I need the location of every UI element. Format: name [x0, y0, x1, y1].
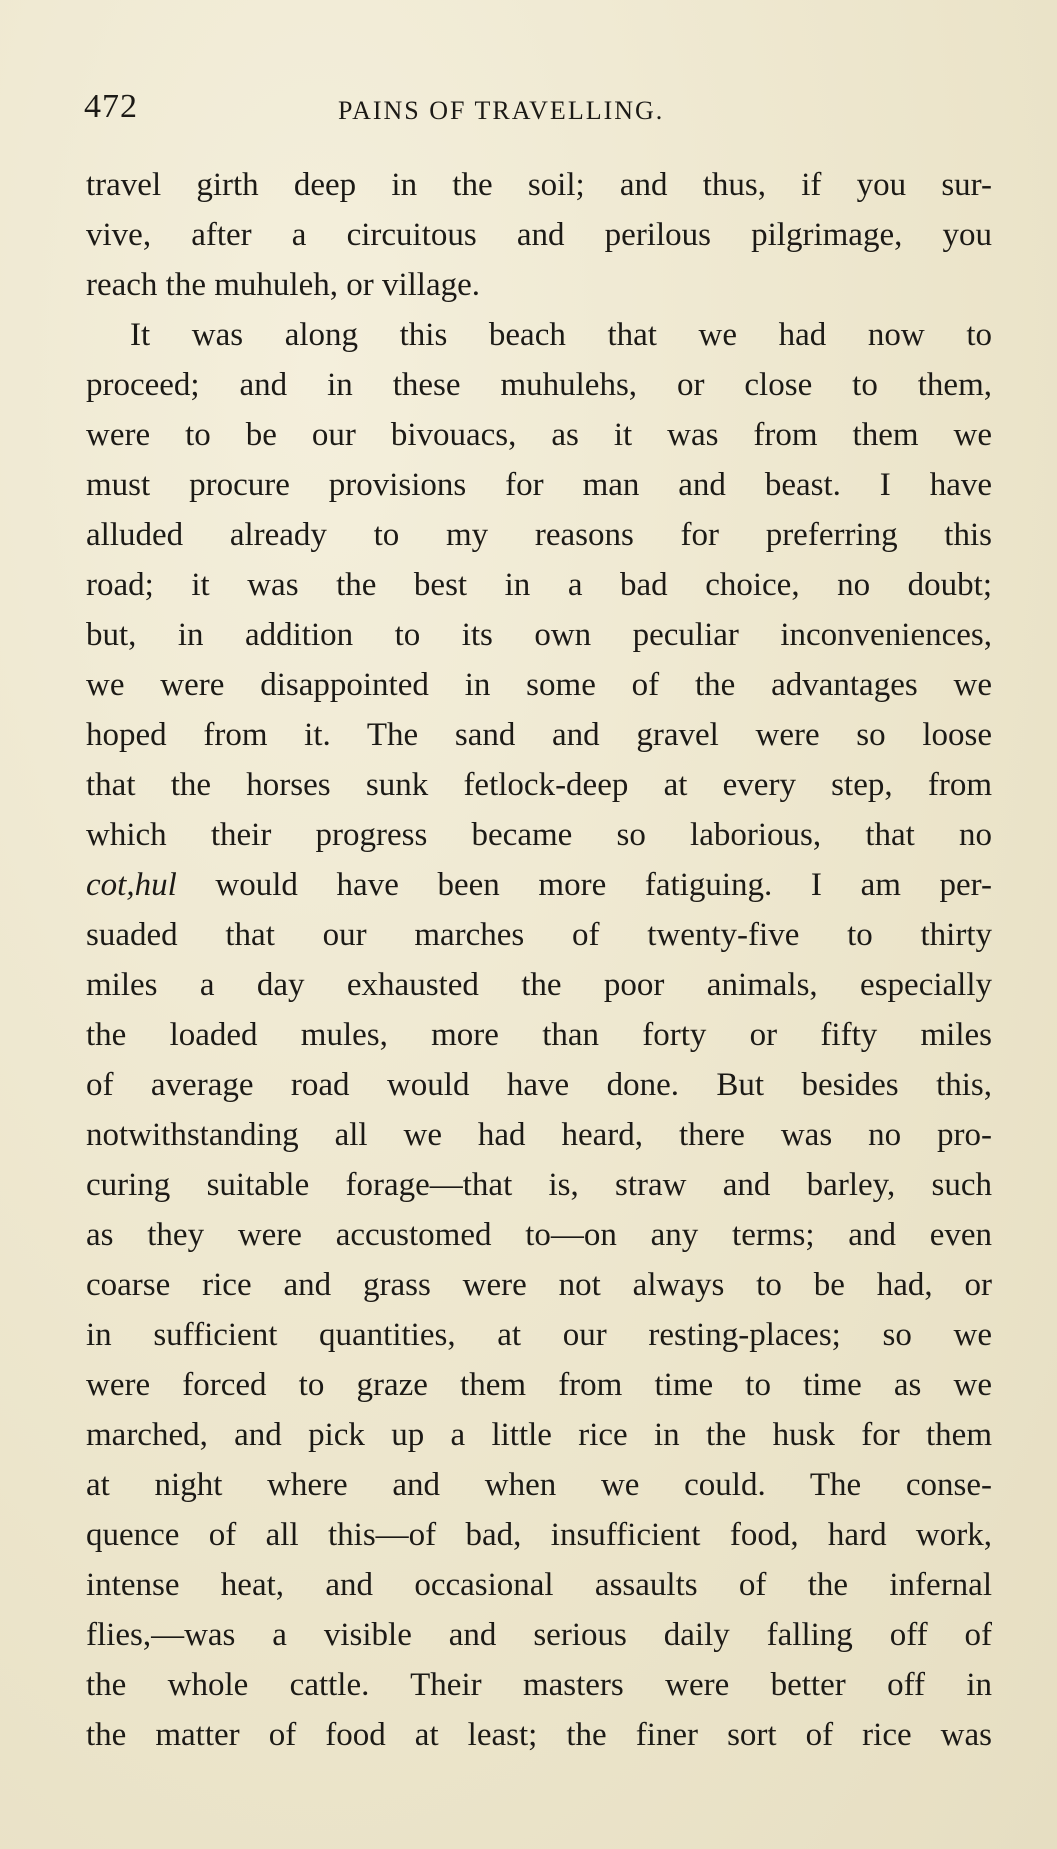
text-line: the loaded mules, more than forty or fifty miles [86, 1017, 992, 1053]
page-header [84, 88, 984, 136]
text-line: curing suitable forage—that is, straw and barley, such [86, 1167, 992, 1203]
text-line: suaded that our marches of twenty-five to thirty [86, 917, 992, 953]
text-line: vive, after a circuitous and perilous pilgrimage, you [86, 217, 992, 253]
text-line: in sufficient quantities, at our resting-places; so we [86, 1317, 992, 1353]
text-line: at night where and when we could. The conse- [86, 1467, 992, 1503]
text-line: alluded already to my reasons for preferring this [86, 517, 992, 553]
text-line: must procure provisions for man and beast. I have [86, 467, 992, 503]
text-line: which their progress became so laborious, that no [86, 817, 992, 853]
body-text [86, 160, 992, 1760]
text-line: were forced to graze them from time to time as we [86, 1367, 992, 1403]
text-line: but, in addition to its own peculiar inconveniences, [86, 617, 992, 653]
text-line-with-italic [86, 860, 992, 910]
text-line: It was along this beach that we had now to [130, 317, 992, 353]
italic-word: cot,hul [86, 867, 177, 903]
text-line: road; it was the best in a bad choice, no doubt; [86, 567, 992, 603]
text-line: flies,—was a visible and serious daily falling off of [86, 1617, 992, 1653]
text-line: of average road would have done. But besides this, [86, 1067, 992, 1103]
text-line: notwithstanding all we had heard, there was no pro- [86, 1117, 992, 1153]
running-head: PAINS OF TRAVELLING. [338, 96, 665, 125]
text-line: we were disappointed in some of the advantages we [86, 667, 992, 703]
text-line: marched, and pick up a little rice in the husk for them [86, 1417, 992, 1453]
text-line: as they were accustomed to—on any terms; and even [86, 1217, 992, 1253]
text-line: travel girth deep in the soil; and thus, if you sur- [86, 167, 992, 203]
text-line: the matter of food at least; the finer sort of rice was [86, 1717, 992, 1753]
text-line: proceed; and in these muhulehs, or close to them, [86, 367, 992, 403]
text-line: intense heat, and occasional assaults of the infernal [86, 1567, 992, 1603]
text-line: miles a day exhausted the poor animals, especially [86, 967, 992, 1003]
page-number: 472 [84, 88, 138, 125]
text-line: coarse rice and grass were not always to be had, or [86, 1267, 992, 1303]
text-line: were to be our bivouacs, as it was from them we [86, 417, 992, 453]
text-line: the whole cattle. Their masters were better off in [86, 1667, 992, 1703]
text-line-rest: would have been more fatiguing. I am per- [215, 867, 992, 903]
text-line: hoped from it. The sand and gravel were so loose [86, 717, 992, 753]
text-line: reach the muhuleh, or village. [86, 267, 481, 303]
text-line: that the horses sunk fetlock-deep at every step, from [86, 767, 992, 803]
text-line: quence of all this—of bad, insufficient food, hard work, [86, 1517, 992, 1553]
